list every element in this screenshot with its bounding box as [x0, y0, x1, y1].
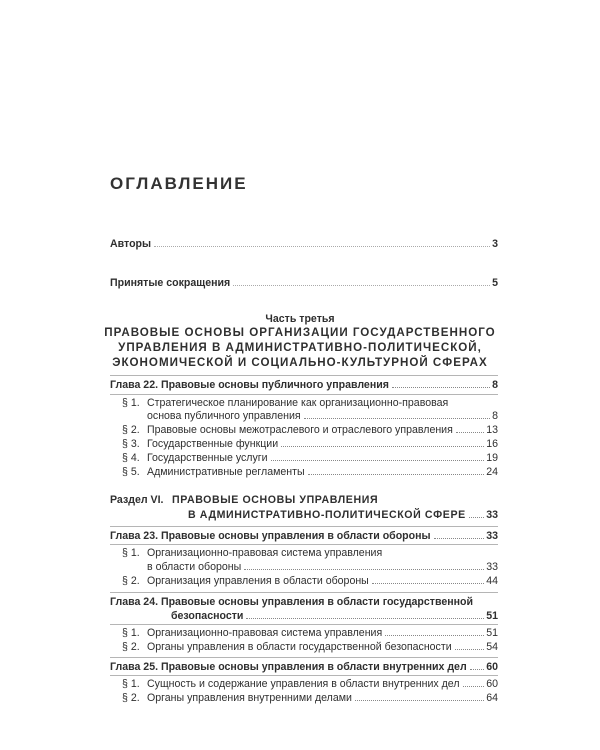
toc-entry-authors[interactable] [110, 238, 498, 251]
divider [110, 592, 498, 593]
section-page: 8 [492, 410, 498, 422]
dot-leader [470, 669, 485, 670]
section-title: Стратегическое планирование как организационно-правовая [147, 397, 449, 409]
section-title: Организационно-правовая система управления [147, 627, 383, 639]
chapter-title: Глава 25. Правовые основы управления в области внутренних дел [110, 661, 467, 673]
toc-chapter-23[interactable] [110, 530, 498, 543]
section-title: Органы управления внутренними делами [147, 692, 352, 704]
divider [110, 624, 498, 625]
dot-leader [392, 387, 490, 388]
dot-leader [469, 517, 484, 518]
divider [110, 675, 498, 676]
dot-leader [246, 618, 484, 619]
section-number: § 1. [122, 678, 140, 690]
dot-leader [244, 569, 484, 570]
dot-leader [463, 686, 485, 687]
entry-label: Авторы [110, 238, 152, 250]
chapter-page: 33 [486, 530, 498, 542]
dot-leader [233, 285, 490, 286]
entry-page: 5 [492, 277, 498, 289]
razdel-number: Раздел VI. [110, 494, 164, 506]
toc-entry-abbreviations[interactable] [110, 277, 498, 290]
dot-leader [271, 460, 485, 461]
chapter-page: 8 [492, 379, 498, 391]
page-title: ОГЛАВЛЕНИЕ [110, 174, 248, 193]
section-title: Административные регламенты [147, 466, 305, 478]
section-page: 13 [486, 424, 498, 436]
section-title-cont: в области обороны [147, 561, 242, 573]
section-page: 33 [486, 561, 498, 573]
toc-section[interactable] [122, 692, 498, 705]
divider [110, 394, 498, 395]
toc-section[interactable] [122, 678, 498, 691]
toc-section[interactable] [122, 438, 498, 451]
section-title: Сущность и содержание управления в области внутренних дел [147, 678, 460, 690]
divider [110, 526, 498, 527]
chapter-page: 60 [486, 661, 498, 673]
dot-leader [456, 432, 484, 433]
section-title: Государственные услуги [147, 452, 268, 464]
toc-section[interactable] [122, 452, 498, 465]
chapter-title: Глава 23. Правовые основы управления в области обороны [110, 530, 431, 542]
toc-section[interactable] [122, 575, 498, 588]
section-number: § 2. [122, 692, 140, 704]
section-number: § 5. [122, 466, 140, 478]
razdel-title-line-2: В АДМИНИСТРАТИВНО-ПОЛИТИЧЕСКОЙ СФЕРЕ [188, 509, 466, 521]
section-page: 64 [486, 692, 498, 704]
razdel-title-line-1: ПРАВОВЫЕ ОСНОВЫ УПРАВЛЕНИЯ [172, 494, 379, 506]
section-number: § 2. [122, 424, 140, 436]
section-number: § 2. [122, 575, 140, 587]
section-title-cont: основа публичного управления [147, 410, 301, 422]
toc-section[interactable] [122, 397, 498, 410]
section-number: § 2. [122, 641, 140, 653]
toc-section[interactable] [122, 627, 498, 640]
toc-section[interactable] [122, 547, 498, 560]
section-title: Органы управления в области государственной безопасности [147, 641, 452, 653]
section-page: 51 [486, 627, 498, 639]
toc-chapter-24[interactable] [171, 610, 498, 623]
section-number: § 1. [122, 547, 140, 559]
part-title-line-1: ПРАВОВЫЕ ОСНОВЫ ОРГАНИЗАЦИИ ГОСУДАРСТВЕННОГО [104, 326, 496, 339]
dot-leader [355, 700, 484, 701]
part-title-line-2: УПРАВЛЕНИЯ В АДМИНИСТРАТИВНО-ПОЛИТИЧЕСКОЙ, [118, 341, 482, 354]
chapter-title-cont: безопасности [171, 610, 244, 622]
divider [110, 544, 498, 545]
dot-leader [308, 474, 485, 475]
part-label: Часть третья [265, 313, 335, 325]
dot-leader [385, 635, 484, 636]
section-page: 60 [486, 678, 498, 690]
divider [110, 375, 498, 376]
dot-leader [434, 538, 485, 539]
razdel-page: 33 [486, 509, 498, 521]
chapter-24-title-line-1[interactable]: Глава 24. Правовые основы управления в области государственной [110, 596, 474, 608]
section-title: Организационно-правовая система управления [147, 547, 383, 559]
section-number: § 1. [122, 397, 140, 409]
dot-leader [281, 446, 484, 447]
section-number: § 4. [122, 452, 140, 464]
toc-section[interactable] [122, 466, 498, 479]
section-page: 16 [486, 438, 498, 450]
section-title: Правовые основы межотраслевого и отраслевого управления [147, 424, 453, 436]
divider [110, 657, 498, 658]
toc-section-continuation[interactable] [147, 561, 498, 574]
dot-leader [455, 649, 485, 650]
dot-leader [304, 418, 490, 419]
toc-section[interactable] [122, 424, 498, 437]
section-page: 54 [486, 641, 498, 653]
chapter-title: Глава 22. Правовые основы публичного управления [110, 379, 389, 391]
toc-section[interactable] [122, 641, 498, 654]
section-title: Организация управления в области обороны [147, 575, 369, 587]
section-page: 24 [486, 466, 498, 478]
section-page: 44 [486, 575, 498, 587]
dot-leader [154, 246, 490, 247]
section-page: 19 [486, 452, 498, 464]
toc-section-continuation[interactable] [147, 410, 498, 423]
chapter-page: 51 [486, 610, 498, 622]
section-number: § 3. [122, 438, 140, 450]
part-title-line-3: ЭКОНОМИЧЕСКОЙ И СОЦИАЛЬНО-КУЛЬТУРНОЙ СФЕРАХ [112, 356, 488, 369]
toc-chapter-22[interactable] [110, 379, 498, 392]
toc-razdel-6[interactable] [188, 509, 498, 522]
section-title: Государственные функции [147, 438, 279, 450]
section-number: § 1. [122, 627, 140, 639]
entry-page: 3 [492, 238, 498, 250]
toc-chapter-25[interactable] [110, 661, 498, 674]
entry-label: Принятые сокращения [110, 277, 231, 289]
dot-leader [372, 583, 484, 584]
